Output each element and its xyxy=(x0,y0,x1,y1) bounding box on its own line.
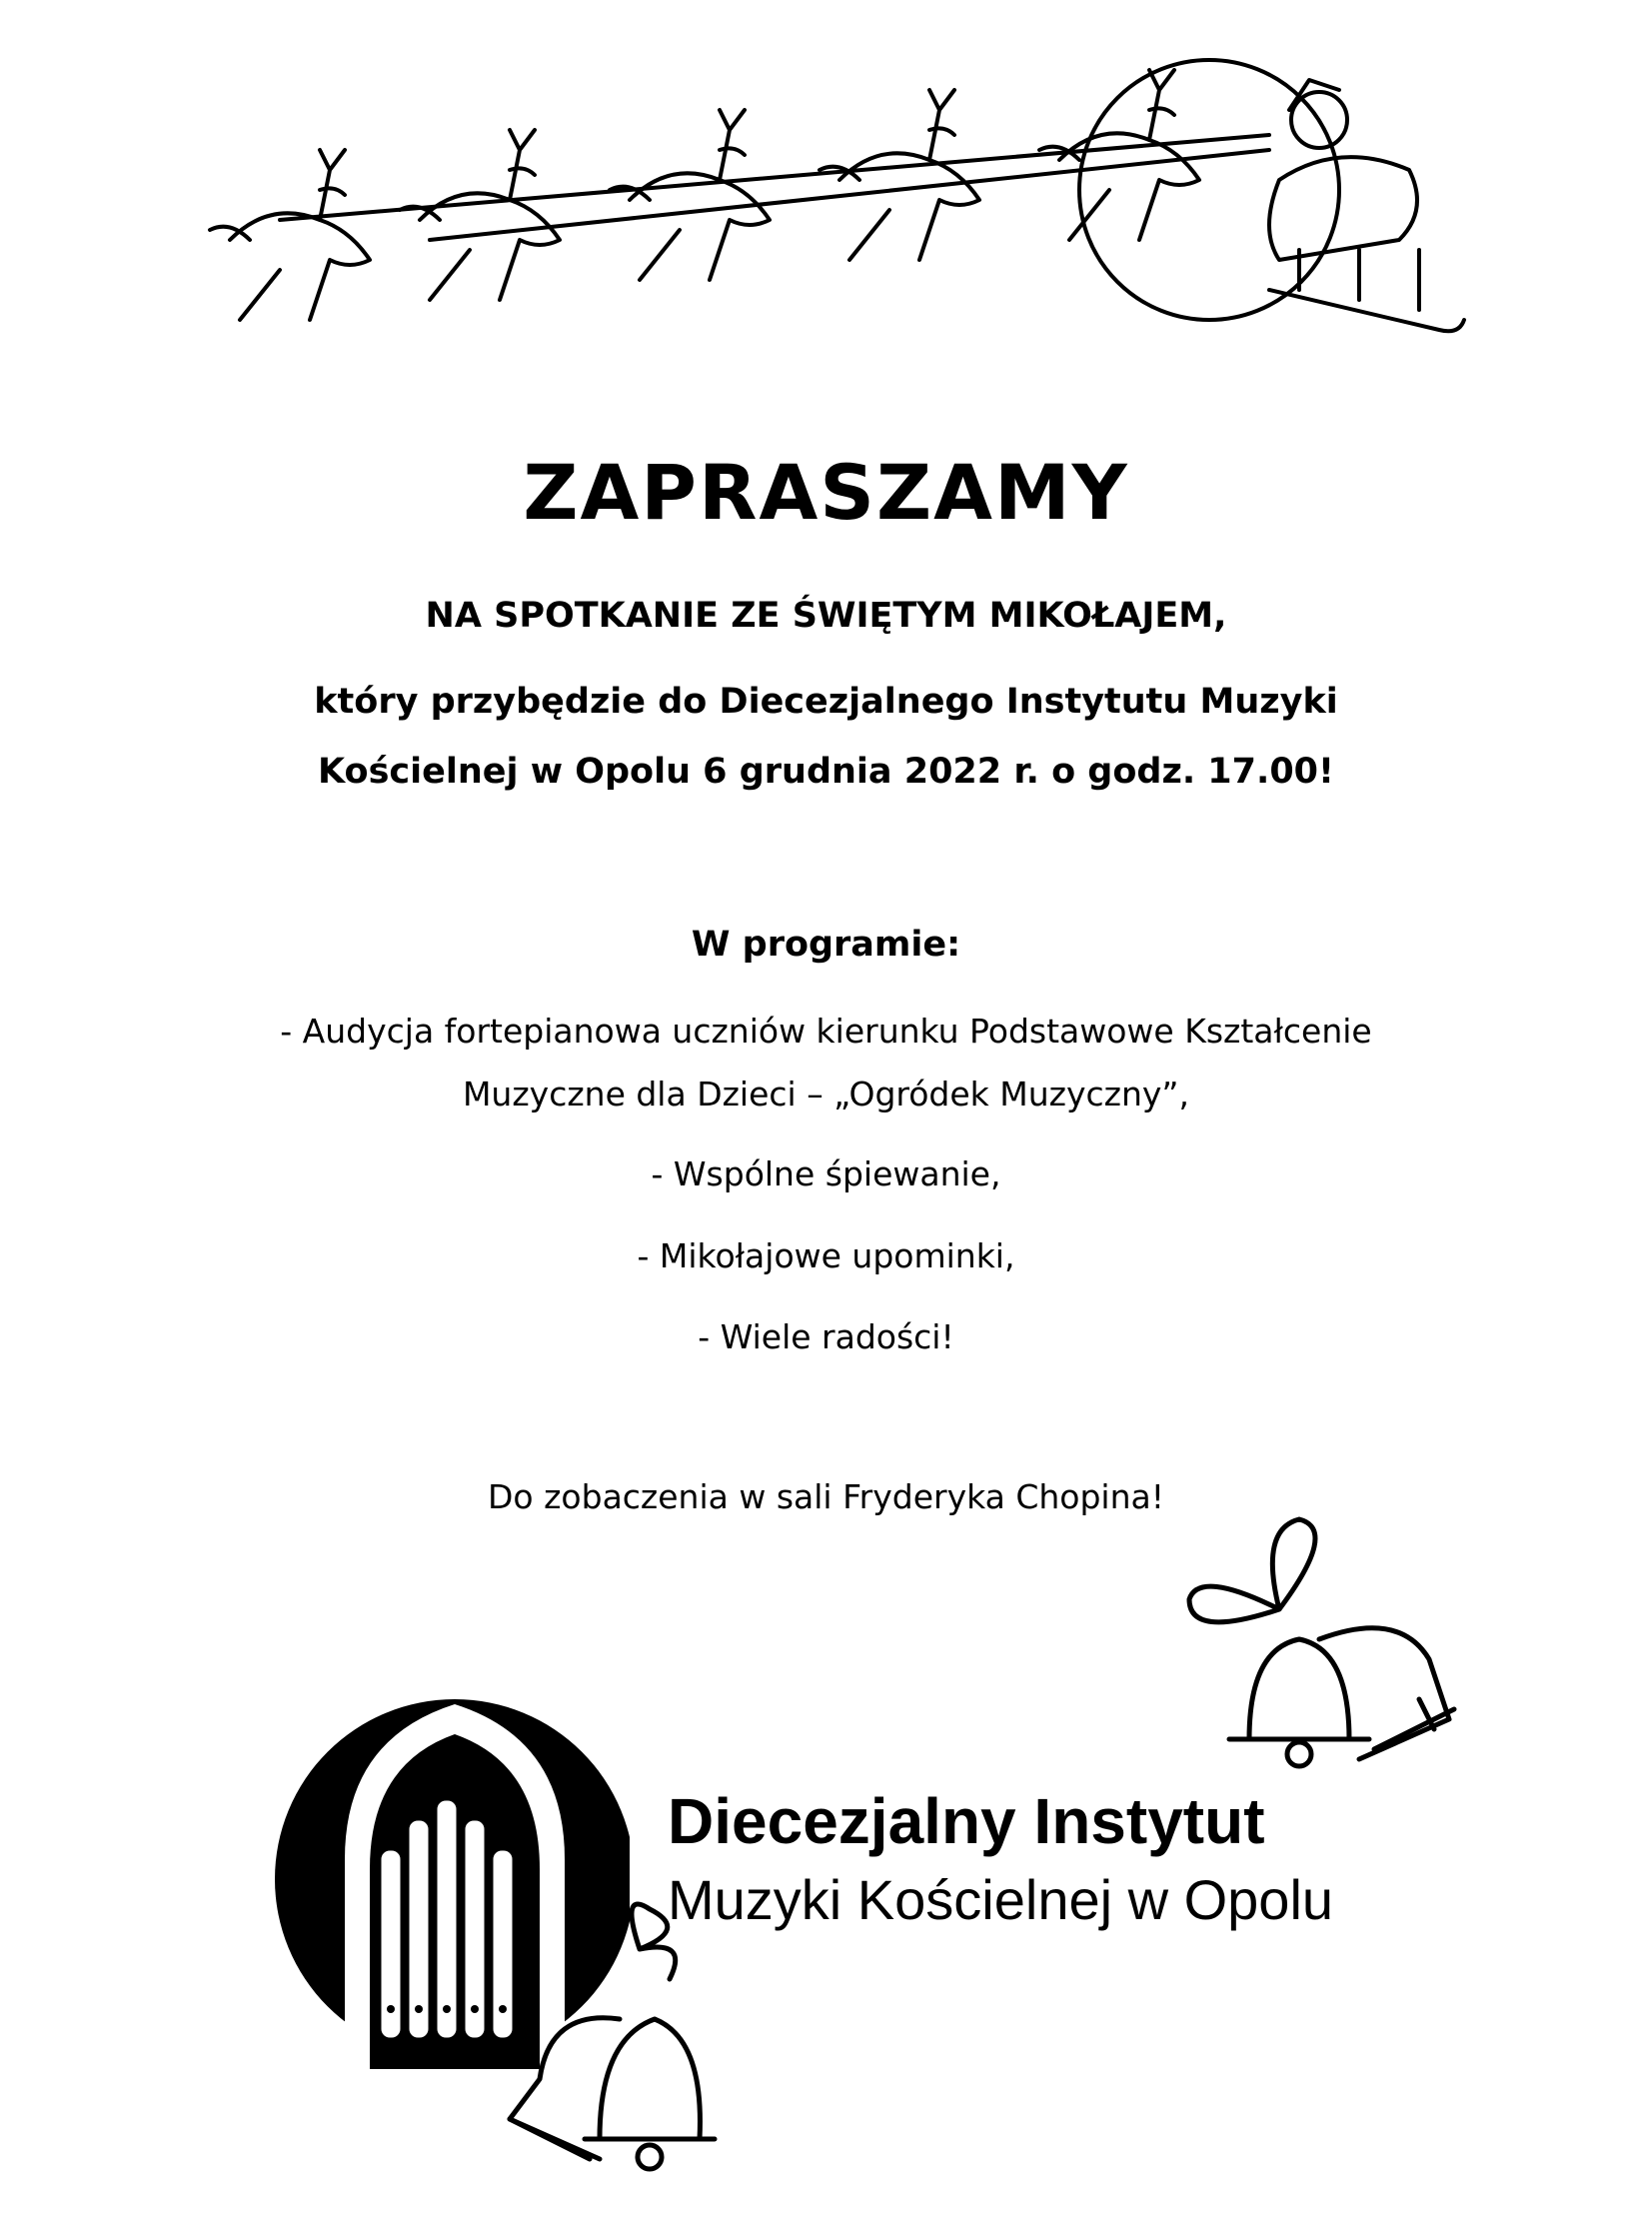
page-title: ZAPRASZAMY xyxy=(523,448,1129,537)
logo-title: Diecezjalny Instytut xyxy=(668,1785,1265,1857)
program-item-3: - Mikołajowe upominki, xyxy=(637,1236,1015,1275)
program-item-1-line-2: Muzyczne dla Dzieci – „Ogródek Muzyczny”, xyxy=(462,1075,1190,1113)
program-item-4: - Wiele radości! xyxy=(698,1317,954,1356)
lead-line-1: który przybędzie do Diecezjalnego Instytutu Muzyki xyxy=(314,682,1338,722)
program-heading: W programie: xyxy=(691,925,961,965)
bells-icon-bottom xyxy=(490,1889,740,2179)
closing-text: Do zobaczenia w sali Fryderyka Chopina! xyxy=(488,1477,1164,1516)
logo-subtitle: Muzyki Kościelnej w Opolu xyxy=(668,1868,1334,1931)
santa-sleigh-illustration xyxy=(190,40,1469,360)
program-item-1-line-1: - Audycja fortepianowa uczniów kierunku Podstawowe Kształcenie xyxy=(280,1012,1372,1051)
lead-line-2: Kościelnej w Opolu 6 grudnia 2022 r. o godz. 17.00! xyxy=(318,752,1334,792)
program-item-2: - Wspólne śpiewanie, xyxy=(651,1154,1001,1193)
bells-icon xyxy=(1169,1499,1459,1789)
subtitle: NA SPOTKANIE ZE ŚWIĘTYM MIKOŁAJEM, xyxy=(425,596,1227,636)
